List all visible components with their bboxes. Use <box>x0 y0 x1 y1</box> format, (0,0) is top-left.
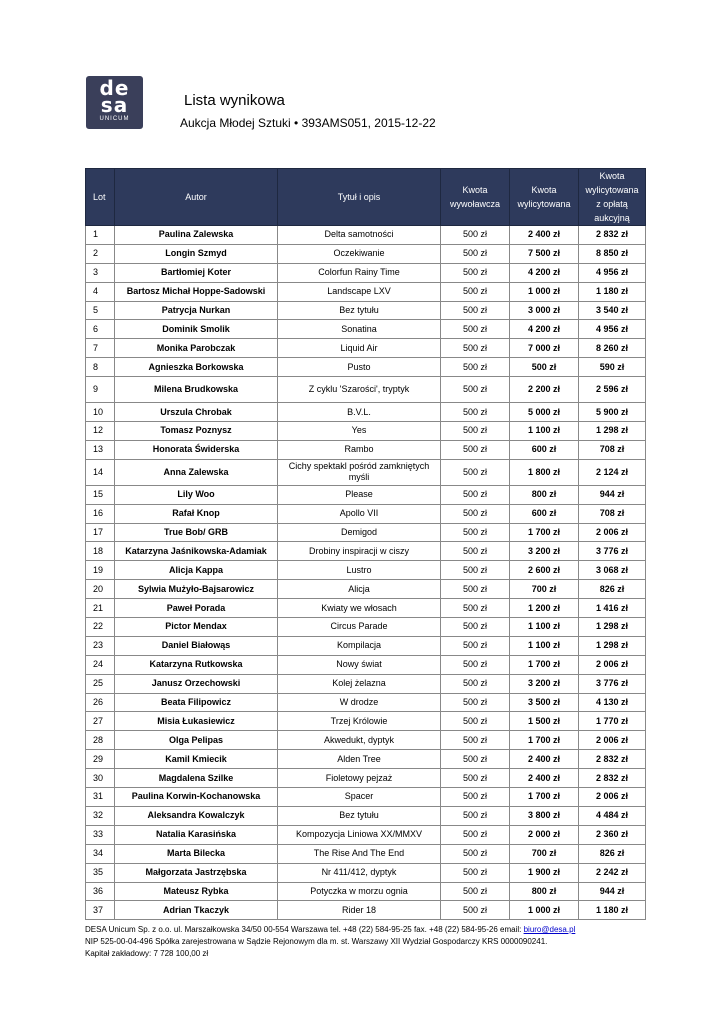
lot-cell: 3 <box>86 263 115 282</box>
starting-price-cell: 500 zł <box>441 542 510 561</box>
table-row <box>86 377 646 403</box>
lot-cell: 6 <box>86 320 115 339</box>
starting-price-cell: 500 zł <box>441 403 510 422</box>
price-with-fee-cell: 1 298 zł <box>579 422 646 441</box>
title-cell: Potyczka w morzu ognia <box>278 882 441 901</box>
logo-line-2: sa <box>100 93 129 117</box>
starting-price-cell: 500 zł <box>441 459 510 485</box>
hammer-price-cell: 2 400 zł <box>510 769 579 788</box>
hammer-price-cell: 2 000 zł <box>510 825 579 844</box>
author-cell: Adrian Tkaczyk <box>115 901 278 920</box>
price-with-fee-cell: 1 180 zł <box>579 282 646 301</box>
price-with-fee-cell: 8 850 zł <box>579 244 646 263</box>
author-cell: Katarzyna Rutkowska <box>115 655 278 674</box>
table-row <box>86 422 646 441</box>
price-with-fee-cell: 3 540 zł <box>579 301 646 320</box>
title-cell: Liquid Air <box>278 339 441 358</box>
hammer-price-cell: 2 600 zł <box>510 561 579 580</box>
price-with-fee-cell: 3 068 zł <box>579 561 646 580</box>
starting-price-cell: 500 zł <box>441 769 510 788</box>
hammer-price-cell: 1 100 zł <box>510 422 579 441</box>
title-cell: Pusto <box>278 358 441 377</box>
price-with-fee-cell: 4 130 zł <box>579 693 646 712</box>
hammer-price-cell: 1 500 zł <box>510 712 579 731</box>
lot-cell: 16 <box>86 504 115 523</box>
lot-cell: 25 <box>86 674 115 693</box>
lot-cell: 28 <box>86 731 115 750</box>
price-with-fee-cell: 1 298 zł <box>579 636 646 655</box>
column-header-hammer-price: Kwota wylicytowana <box>510 169 579 226</box>
author-cell: Pictor Mendax <box>115 618 278 637</box>
starting-price-cell: 500 zł <box>441 712 510 731</box>
title-cell: B.V.L. <box>278 403 441 422</box>
lot-cell: 20 <box>86 580 115 599</box>
title-cell: W drodze <box>278 693 441 712</box>
title-cell: Fioletowy pejzaż <box>278 769 441 788</box>
table-row <box>86 523 646 542</box>
lot-cell: 17 <box>86 523 115 542</box>
title-cell: Cichy spektakl pośród zamkniętych myśli <box>278 459 441 485</box>
table-row <box>86 731 646 750</box>
author-cell: Mateusz Rybka <box>115 882 278 901</box>
starting-price-cell: 500 zł <box>441 301 510 320</box>
price-with-fee-cell: 1 298 zł <box>579 618 646 637</box>
lot-cell: 4 <box>86 282 115 301</box>
table-row <box>86 844 646 863</box>
hammer-price-cell: 1 100 zł <box>510 636 579 655</box>
starting-price-cell: 500 zł <box>441 580 510 599</box>
title-cell: Nr 411/412, dyptyk <box>278 863 441 882</box>
author-cell: Magdalena Szilke <box>115 769 278 788</box>
table-row <box>86 712 646 731</box>
starting-price-cell: 500 zł <box>441 504 510 523</box>
price-with-fee-cell: 5 900 zł <box>579 403 646 422</box>
hammer-price-cell: 1 000 zł <box>510 901 579 920</box>
title-cell: Akwedukt, dyptyk <box>278 731 441 750</box>
hammer-price-cell: 1 700 zł <box>510 523 579 542</box>
author-cell: Anna Zalewska <box>115 459 278 485</box>
table-row <box>86 750 646 769</box>
lot-cell: 1 <box>86 226 115 245</box>
title-cell: Demigod <box>278 523 441 542</box>
logo-line-3: UNICUM <box>99 116 130 122</box>
price-with-fee-cell: 1 416 zł <box>579 599 646 618</box>
hammer-price-cell: 3 500 zł <box>510 693 579 712</box>
table-row <box>86 769 646 788</box>
starting-price-cell: 500 zł <box>441 788 510 807</box>
table-row <box>86 358 646 377</box>
lot-cell: 2 <box>86 244 115 263</box>
author-cell: Marta Bilecka <box>115 844 278 863</box>
lot-cell: 32 <box>86 806 115 825</box>
price-with-fee-cell: 2 242 zł <box>579 863 646 882</box>
lot-cell: 10 <box>86 403 115 422</box>
title-cell: Rider 18 <box>278 901 441 920</box>
title-cell: Bez tytułu <box>278 301 441 320</box>
price-with-fee-cell: 4 484 zł <box>579 806 646 825</box>
lot-cell: 21 <box>86 599 115 618</box>
author-cell: Janusz Orzechowski <box>115 674 278 693</box>
price-with-fee-cell: 2 006 zł <box>579 731 646 750</box>
table-row <box>86 226 646 245</box>
hammer-price-cell: 2 400 zł <box>510 226 579 245</box>
lot-cell: 13 <box>86 440 115 459</box>
results-table <box>85 168 646 920</box>
hammer-price-cell: 4 200 zł <box>510 320 579 339</box>
hammer-price-cell: 2 200 zł <box>510 377 579 403</box>
starting-price-cell: 500 zł <box>441 561 510 580</box>
starting-price-cell: 500 zł <box>441 806 510 825</box>
title-cell: Please <box>278 485 441 504</box>
hammer-price-cell: 1 900 zł <box>510 863 579 882</box>
logo-line-1: de <box>99 76 130 100</box>
lot-cell: 5 <box>86 301 115 320</box>
table-row <box>86 320 646 339</box>
author-cell: Paulina Zalewska <box>115 226 278 245</box>
price-with-fee-cell: 944 zł <box>579 485 646 504</box>
table-header-row <box>86 169 646 226</box>
table-row <box>86 339 646 358</box>
hammer-price-cell: 600 zł <box>510 504 579 523</box>
hammer-price-cell: 1 700 zł <box>510 655 579 674</box>
title-cell: Circus Parade <box>278 618 441 637</box>
author-cell: Agnieszka Borkowska <box>115 358 278 377</box>
starting-price-cell: 500 zł <box>441 693 510 712</box>
price-with-fee-cell: 2 596 zł <box>579 377 646 403</box>
desa-unicum-logo <box>86 76 143 129</box>
table-row <box>86 882 646 901</box>
table-row <box>86 440 646 459</box>
hammer-price-cell: 7 000 zł <box>510 339 579 358</box>
table-body <box>86 226 646 920</box>
table-row <box>86 580 646 599</box>
author-cell: Monika Parobczak <box>115 339 278 358</box>
lot-cell: 22 <box>86 618 115 637</box>
page-title: Lista wynikowa <box>184 92 285 109</box>
hammer-price-cell: 700 zł <box>510 844 579 863</box>
author-cell: True Bob/ GRB <box>115 523 278 542</box>
hammer-price-cell: 600 zł <box>510 440 579 459</box>
starting-price-cell: 500 zł <box>441 440 510 459</box>
author-cell: Bartosz Michał Hoppe-Sadowski <box>115 282 278 301</box>
author-cell: Tomasz Poznysz <box>115 422 278 441</box>
lot-cell: 35 <box>86 863 115 882</box>
lot-cell: 9 <box>86 377 115 403</box>
lot-cell: 36 <box>86 882 115 901</box>
title-cell: Alden Tree <box>278 750 441 769</box>
price-with-fee-cell: 826 zł <box>579 844 646 863</box>
lot-cell: 7 <box>86 339 115 358</box>
author-cell: Urszula Chrobak <box>115 403 278 422</box>
price-with-fee-cell: 2 006 zł <box>579 523 646 542</box>
title-cell: Trzej Królowie <box>278 712 441 731</box>
hammer-price-cell: 2 400 zł <box>510 750 579 769</box>
price-with-fee-cell: 8 260 zł <box>579 339 646 358</box>
lot-cell: 18 <box>86 542 115 561</box>
author-cell: Beata Filipowicz <box>115 693 278 712</box>
table-row <box>86 674 646 693</box>
author-cell: Patrycja Nurkan <box>115 301 278 320</box>
starting-price-cell: 500 zł <box>441 523 510 542</box>
title-cell: Kwiaty we włosach <box>278 599 441 618</box>
author-cell: Bartłomiej Koter <box>115 263 278 282</box>
title-cell: Apollo VII <box>278 504 441 523</box>
starting-price-cell: 500 zł <box>441 636 510 655</box>
price-with-fee-cell: 590 zł <box>579 358 646 377</box>
hammer-price-cell: 1 100 zł <box>510 618 579 637</box>
hammer-price-cell: 4 200 zł <box>510 263 579 282</box>
hammer-price-cell: 7 500 zł <box>510 244 579 263</box>
price-with-fee-cell: 826 zł <box>579 580 646 599</box>
price-with-fee-cell: 3 776 zł <box>579 542 646 561</box>
lot-cell: 31 <box>86 788 115 807</box>
price-with-fee-cell: 4 956 zł <box>579 320 646 339</box>
starting-price-cell: 500 zł <box>441 750 510 769</box>
title-cell: Bez tytułu <box>278 806 441 825</box>
price-with-fee-cell: 944 zł <box>579 882 646 901</box>
starting-price-cell: 500 zł <box>441 282 510 301</box>
footer-line-2: NIP 525-00-04-496 Spółka zarejestrowana w Sądzie Rejonowym dla m. st. Warszawy XII Wydział Gospodarczy KRS 0000090241. <box>85 937 548 946</box>
author-cell: Misia Łukasiewicz <box>115 712 278 731</box>
starting-price-cell: 500 zł <box>441 358 510 377</box>
lot-cell: 15 <box>86 485 115 504</box>
author-cell: Paulina Korwin-Kochanowska <box>115 788 278 807</box>
table-row <box>86 618 646 637</box>
lot-cell: 8 <box>86 358 115 377</box>
page-subtitle: Aukcja Młodej Sztuki • 393AMS051, 2015-12-22 <box>180 116 436 130</box>
title-cell: Colorfun Rainy Time <box>278 263 441 282</box>
author-cell: Dominik Smolik <box>115 320 278 339</box>
lot-cell: 29 <box>86 750 115 769</box>
hammer-price-cell: 1 200 zł <box>510 599 579 618</box>
table-row <box>86 403 646 422</box>
author-cell: Alicja Kappa <box>115 561 278 580</box>
column-header-author: Autor <box>115 169 278 226</box>
hammer-price-cell: 1 000 zł <box>510 282 579 301</box>
footer-address: DESA Unicum Sp. z o.o. ul. Marszałkowska 34/50 00-554 Warszawa tel. +48 (22) 584-95-25 fax. +48 (22) 584-95-26 email: <box>85 925 524 934</box>
starting-price-cell: 500 zł <box>441 618 510 637</box>
column-header-lot: Lot <box>86 169 115 226</box>
title-cell: Oczekiwanie <box>278 244 441 263</box>
starting-price-cell: 500 zł <box>441 882 510 901</box>
starting-price-cell: 500 zł <box>441 244 510 263</box>
author-cell: Longin Szmyd <box>115 244 278 263</box>
starting-price-cell: 500 zł <box>441 674 510 693</box>
author-cell: Rafał Knop <box>115 504 278 523</box>
price-with-fee-cell: 708 zł <box>579 440 646 459</box>
author-cell: Milena Brudkowska <box>115 377 278 403</box>
hammer-price-cell: 3 800 zł <box>510 806 579 825</box>
title-cell: Delta samotności <box>278 226 441 245</box>
title-cell: Kompilacja <box>278 636 441 655</box>
starting-price-cell: 500 zł <box>441 599 510 618</box>
hammer-price-cell: 800 zł <box>510 485 579 504</box>
table-row <box>86 301 646 320</box>
author-cell: Paweł Porada <box>115 599 278 618</box>
price-with-fee-cell: 1 180 zł <box>579 901 646 920</box>
table-row <box>86 693 646 712</box>
title-cell: Spacer <box>278 788 441 807</box>
column-header-title: Tytuł i opis <box>278 169 441 226</box>
starting-price-cell: 500 zł <box>441 825 510 844</box>
table-row <box>86 542 646 561</box>
starting-price-cell: 500 zł <box>441 263 510 282</box>
table-row <box>86 459 646 485</box>
hammer-price-cell: 5 000 zł <box>510 403 579 422</box>
title-cell: Landscape LXV <box>278 282 441 301</box>
starting-price-cell: 500 zł <box>441 422 510 441</box>
price-with-fee-cell: 2 360 zł <box>579 825 646 844</box>
price-with-fee-cell: 708 zł <box>579 504 646 523</box>
hammer-price-cell: 1 700 zł <box>510 731 579 750</box>
hammer-price-cell: 3 200 zł <box>510 674 579 693</box>
title-cell: Drobiny inspiracji w ciszy <box>278 542 441 561</box>
starting-price-cell: 500 zł <box>441 901 510 920</box>
table-row <box>86 825 646 844</box>
title-cell: Sonatina <box>278 320 441 339</box>
lot-cell: 33 <box>86 825 115 844</box>
table-row <box>86 561 646 580</box>
table-row <box>86 636 646 655</box>
title-cell: Nowy świat <box>278 655 441 674</box>
column-header-price-with-fee: Kwota wylicytowana z opłatą aukcyjną <box>579 169 646 226</box>
table-row <box>86 655 646 674</box>
footer <box>85 924 575 960</box>
author-cell: Małgorzata Jastrzębska <box>115 863 278 882</box>
lot-cell: 12 <box>86 422 115 441</box>
lot-cell: 26 <box>86 693 115 712</box>
lot-cell: 24 <box>86 655 115 674</box>
price-with-fee-cell: 1 770 zł <box>579 712 646 731</box>
price-with-fee-cell: 2 006 zł <box>579 655 646 674</box>
starting-price-cell: 500 zł <box>441 655 510 674</box>
author-cell: Daniel Białowąs <box>115 636 278 655</box>
table-row <box>86 806 646 825</box>
table-row <box>86 901 646 920</box>
table-row <box>86 788 646 807</box>
price-with-fee-cell: 4 956 zł <box>579 263 646 282</box>
starting-price-cell: 500 zł <box>441 226 510 245</box>
table-row <box>86 244 646 263</box>
starting-price-cell: 500 zł <box>441 731 510 750</box>
footer-email-link[interactable]: biuro@desa.pl <box>523 925 576 934</box>
title-cell: Lustro <box>278 561 441 580</box>
author-cell: Lily Woo <box>115 485 278 504</box>
author-cell: Aleksandra Kowalczyk <box>115 806 278 825</box>
author-cell: Olga Pelipas <box>115 731 278 750</box>
table-row <box>86 282 646 301</box>
title-cell: Z cyklu 'Szarości', tryptyk <box>278 377 441 403</box>
table-row <box>86 504 646 523</box>
starting-price-cell: 500 zł <box>441 320 510 339</box>
column-header-starting-price: Kwota wywoławcza <box>441 169 510 226</box>
price-with-fee-cell: 2 832 zł <box>579 226 646 245</box>
lot-cell: 27 <box>86 712 115 731</box>
title-cell: Alicja <box>278 580 441 599</box>
lot-cell: 37 <box>86 901 115 920</box>
title-cell: Kolej żelazna <box>278 674 441 693</box>
hammer-price-cell: 500 zł <box>510 358 579 377</box>
lot-cell: 19 <box>86 561 115 580</box>
starting-price-cell: 500 zł <box>441 844 510 863</box>
lot-cell: 34 <box>86 844 115 863</box>
hammer-price-cell: 3 000 zł <box>510 301 579 320</box>
price-with-fee-cell: 2 832 zł <box>579 750 646 769</box>
hammer-price-cell: 800 zł <box>510 882 579 901</box>
author-cell: Sylwia Mużyło-Bajsarowicz <box>115 580 278 599</box>
title-cell: Rambo <box>278 440 441 459</box>
author-cell: Katarzyna Jaśnikowska-Adamiak <box>115 542 278 561</box>
author-cell: Natalia Karasińska <box>115 825 278 844</box>
footer-line-1 <box>85 924 575 936</box>
starting-price-cell: 500 zł <box>441 339 510 358</box>
lot-cell: 30 <box>86 769 115 788</box>
hammer-price-cell: 700 zł <box>510 580 579 599</box>
author-cell: Kamil Kmiecik <box>115 750 278 769</box>
footer-line-3: Kapitał zakładowy: 7 728 100,00 zł <box>85 949 209 958</box>
price-with-fee-cell: 2 832 zł <box>579 769 646 788</box>
table-row <box>86 263 646 282</box>
hammer-price-cell: 1 800 zł <box>510 459 579 485</box>
starting-price-cell: 500 zł <box>441 863 510 882</box>
starting-price-cell: 500 zł <box>441 377 510 403</box>
starting-price-cell: 500 zł <box>441 485 510 504</box>
price-with-fee-cell: 2 124 zł <box>579 459 646 485</box>
title-cell: Kompozycja Liniowa XX/MMXV <box>278 825 441 844</box>
table-row <box>86 485 646 504</box>
table-row <box>86 863 646 882</box>
table-row <box>86 599 646 618</box>
price-with-fee-cell: 3 776 zł <box>579 674 646 693</box>
title-cell: Yes <box>278 422 441 441</box>
hammer-price-cell: 1 700 zł <box>510 788 579 807</box>
lot-cell: 23 <box>86 636 115 655</box>
title-cell: The Rise And The End <box>278 844 441 863</box>
author-cell: Honorata Świderska <box>115 440 278 459</box>
hammer-price-cell: 3 200 zł <box>510 542 579 561</box>
lot-cell: 14 <box>86 459 115 485</box>
price-with-fee-cell: 2 006 zł <box>579 788 646 807</box>
